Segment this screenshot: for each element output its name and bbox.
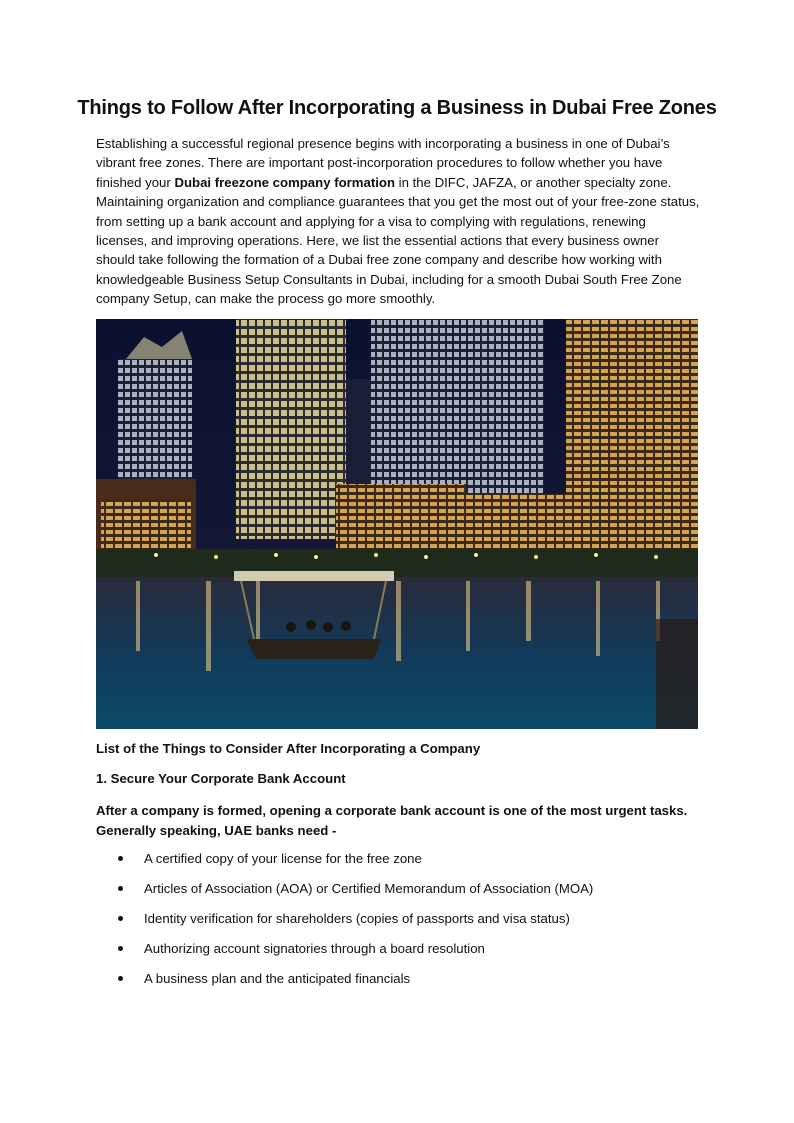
bullet-icon <box>118 886 123 891</box>
bullet-icon <box>118 856 123 861</box>
list-item: A certified copy of your license for the free zone <box>96 849 700 879</box>
bank-requirements-intro: After a company is formed, opening a corporate bank account is one of the most urgent tasks. Generally speaking, UAE banks need - <box>96 803 688 838</box>
requirements-list <box>96 849 700 999</box>
step-heading: 1. Secure Your Corporate Bank Account <box>96 771 346 786</box>
list-heading: List of the Things to Consider After Incorporating a Company <box>96 741 481 756</box>
list-item: Articles of Association (AOA) or Certified Memorandum of Association (MOA) <box>96 879 700 909</box>
dubai-night-photo <box>96 319 698 729</box>
bullet-icon <box>118 946 123 951</box>
list-item: Authorizing account signatories through a board resolution <box>96 939 700 969</box>
page-title: Things to Follow After Incorporating a Business in Dubai Free Zones <box>77 97 717 119</box>
list-item: A business plan and the anticipated financials <box>96 969 700 999</box>
intro-bold-link: Dubai freezone company formation <box>174 174 395 190</box>
list-item: Identity verification for shareholders (copies of passports and visa status) <box>96 909 700 939</box>
intro-text-2: in the DIFC, JAFZA, or another specialty zone. Maintaining organization and compliance guarantees that you get the most out of your free-zone status, from setting up a bank account and applying for a visa to complying with regulations, renewing licenses, and improving operations. Here, we list the essential actions that every business owner should take following the formation of a Dubai free zone company and describe how working with knowledgeable Business Setup Consultants in Dubai, including for a smooth Dubai South Free Zone company Setup, can make the process go more smoothly. <box>96 174 700 307</box>
intro-text-1: Establishing a successful regional presence begins with incorporating a business in one of Dubai’s vibrant free zones. There are important post-incorporation procedures to follow whether you have finished your <box>96 136 670 190</box>
intro-paragraph <box>96 134 700 309</box>
bullet-icon <box>118 916 123 921</box>
bullet-icon <box>118 976 123 981</box>
